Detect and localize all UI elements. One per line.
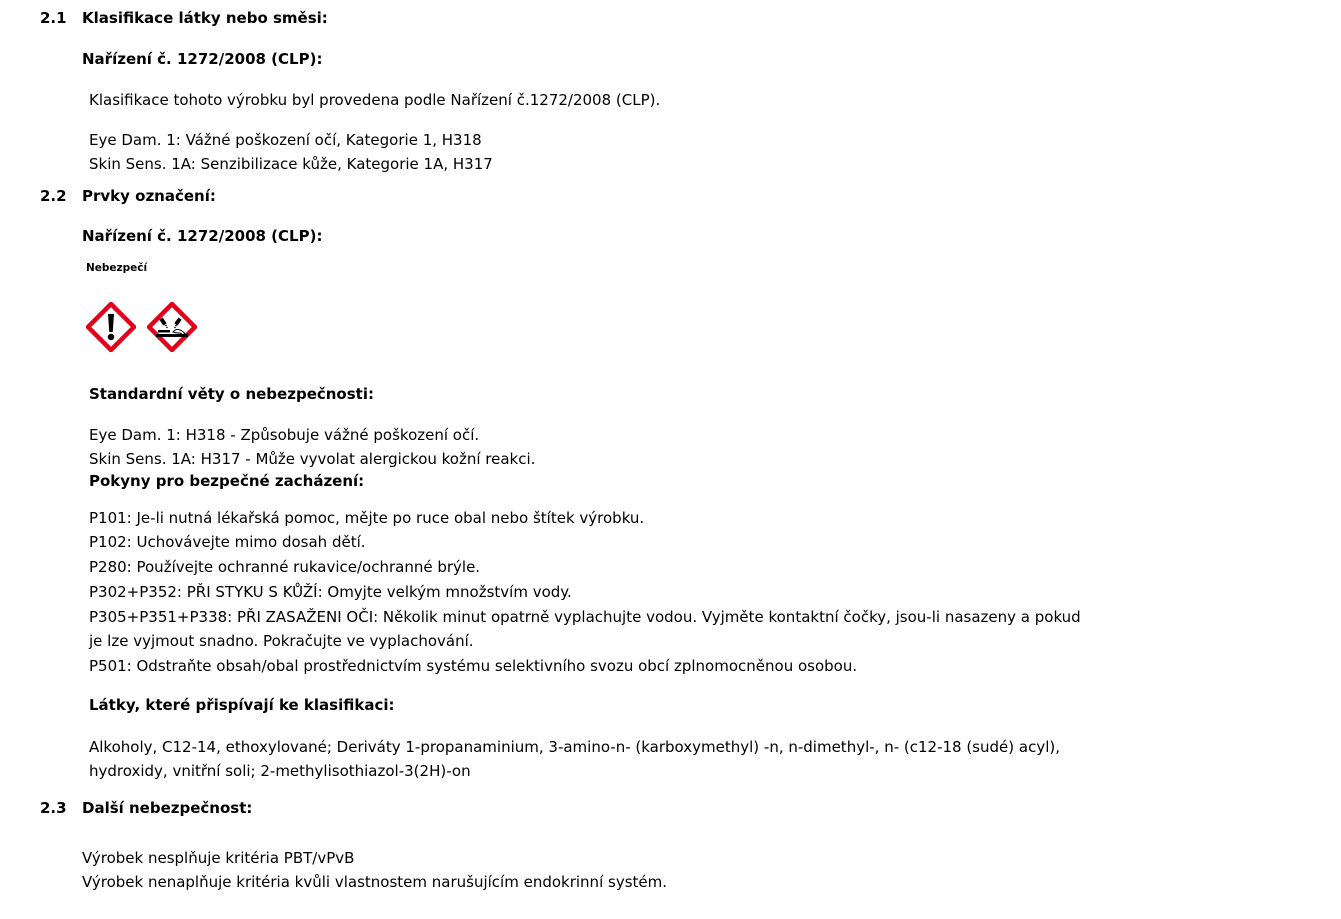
- hazard-statement: Skin Sens. 1A: H317 - Může vyvolat alergickou kožní reakci.: [89, 450, 536, 468]
- section-number: 2.3: [40, 799, 67, 817]
- contributors-heading: Látky, které přispívají ke klasifikaci:: [89, 696, 395, 714]
- precaution-statement: P302+P352: PŘI STYKU S KŮŽÍ: Omyjte velkým množstvím vody.: [89, 583, 572, 601]
- hazard-statements-heading: Standardní věty o nebezpečnosti:: [89, 385, 374, 403]
- regulation-heading: Nařízení č. 1272/2008 (CLP):: [82, 50, 323, 68]
- hazard-statement: Eye Dam. 1: H318 - Způsobuje vážné poškození očí.: [89, 426, 480, 444]
- further-hazard-line: Výrobek nenaplňuje kritéria kvůli vlastnostem narušujícím endokrinní systém.: [82, 873, 667, 891]
- section-title: Prvky označení:: [82, 187, 216, 205]
- classification-intro: Klasifikace tohoto výrobku byl provedena podle Nařízení č.1272/2008 (CLP).: [89, 91, 661, 109]
- precaution-statement: P280: Používejte ochranné rukavice/ochranné brýle.: [89, 558, 481, 576]
- regulation-heading: Nařízení č. 1272/2008 (CLP):: [82, 227, 323, 245]
- section-number: 2.2: [40, 187, 67, 205]
- precaution-statement: P305+P351+P338: PŘI ZASAŽENI OČI: Několik minut opatrně vyplachujte vodou. Vyjměte kontaktní čočky, jsou-li nasazeny a pokud: [89, 608, 1081, 626]
- precautions-heading: Pokyny pro bezpečné zacházení:: [89, 472, 365, 490]
- classification-line: Eye Dam. 1: Vážné poškození očí, Kategorie 1, H318: [89, 131, 482, 149]
- exclamation-mark-icon: [86, 302, 136, 352]
- further-hazard-line: Výrobek nesplňuje kritéria PBT/vPvB: [82, 849, 355, 867]
- signal-word: Nebezpečí: [86, 262, 148, 274]
- precaution-statement: P101: Je-li nutná lékařská pomoc, mějte po ruce obal nebo štítek výrobku.: [89, 509, 645, 527]
- classification-line: Skin Sens. 1A: Senzibilizace kůže, Kategorie 1A, H317: [89, 155, 493, 173]
- section-title: Klasifikace látky nebo směsi:: [82, 9, 328, 27]
- contributors-text: Alkoholy, C12-14, ethoxylované; Deriváty 1-propanaminium, 3-amino-n- (karboxymethyl) -n, n-dimethyl-, n- (c12-18 (sudé) acyl),: [89, 738, 1060, 756]
- precaution-statement: P501: Odstraňte obsah/obal prostřednictvím systému selektivního svozu obcí zplnomocněnou osobou.: [89, 657, 858, 675]
- contributors-text: hydroxidy, vnitřní soli; 2-methylisothiazol-3(2H)-on: [89, 762, 471, 780]
- corrosion-icon: [147, 302, 197, 352]
- section-number: 2.1: [40, 9, 67, 27]
- precaution-statement: je lze vyjmout snadno. Pokračujte ve vyplachování.: [89, 632, 474, 650]
- precaution-statement: P102: Uchovávejte mimo dosah dětí.: [89, 533, 366, 551]
- section-title: Další nebezpečnost:: [82, 799, 253, 817]
